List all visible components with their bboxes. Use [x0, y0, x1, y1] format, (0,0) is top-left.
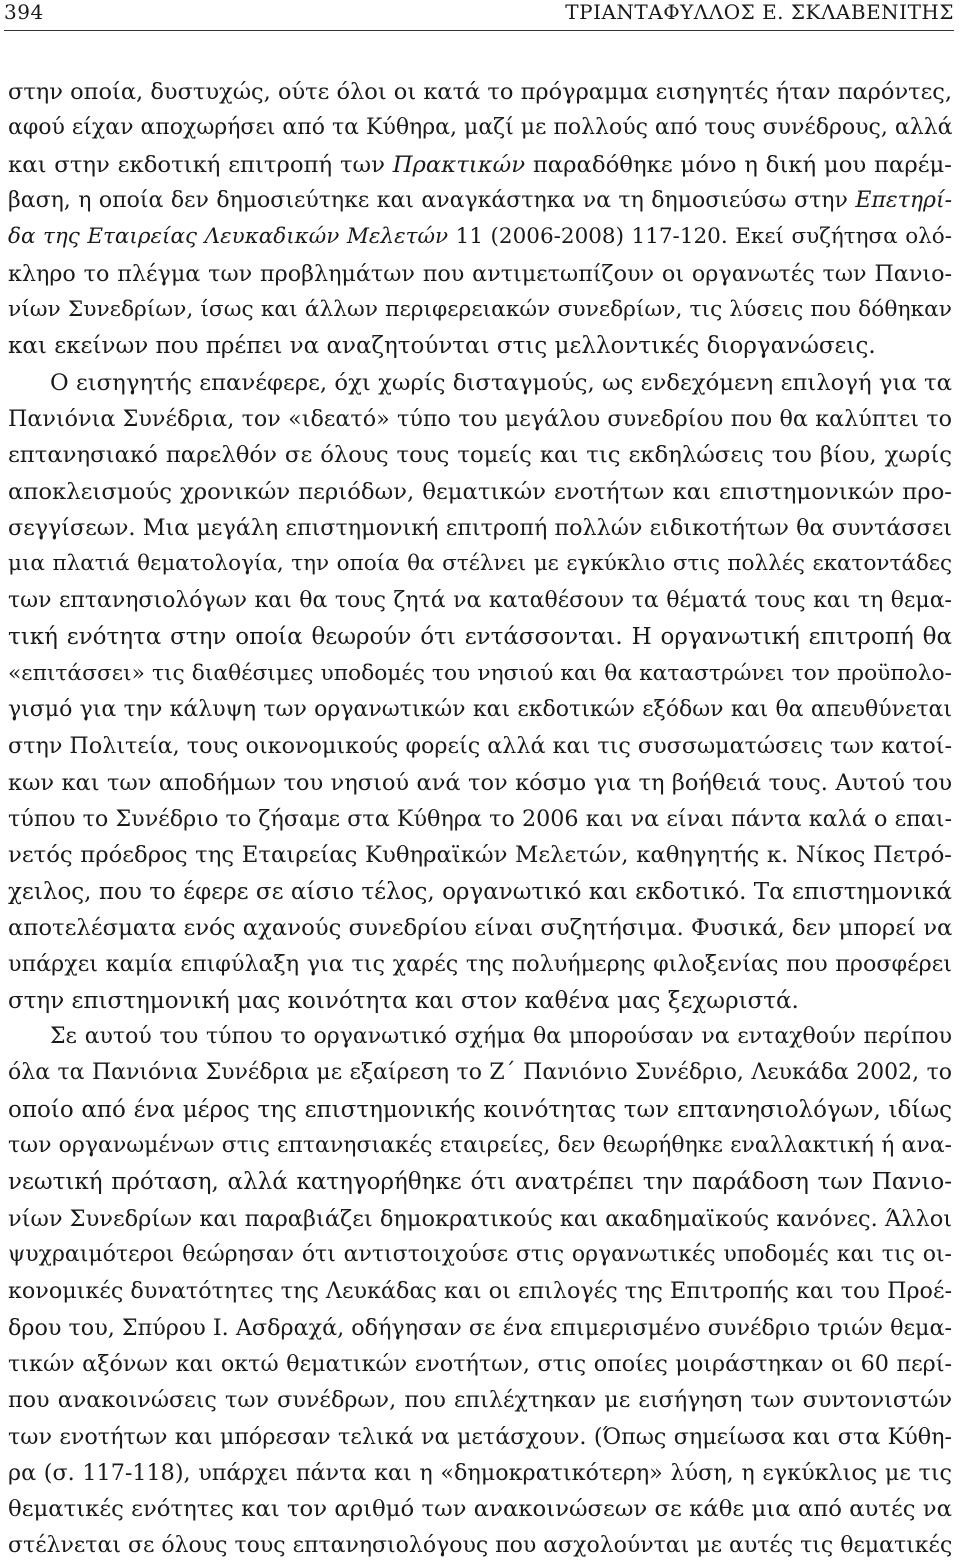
- text-line: νίων Συνεδρίων και παραβιάζει δημοκρατικούς και ακαδημαϊκούς κανόνες. Άλλοι: [8, 1205, 953, 1232]
- body-text: [8, 74, 952, 1564]
- text-line: τικών αξόνων και οκτώ θεματικών ενοτήτων, στις οποίες μοιράστηκαν οι 60 περί-: [8, 1351, 952, 1378]
- text-line: νεωτική πρόταση, αλλά κατηγορήθηκε ότι ανατρέπει την παράδοση των Πανιο-: [8, 1169, 952, 1196]
- text-line: και εκείνων που πρέπει να αναζητούνται στις μελλοντικές διοργανώσεις.: [8, 333, 876, 360]
- page-number: 394: [4, 0, 44, 24]
- text-line: νετός πρόεδρος της Εταιρείας Κυθηραϊκών Μελετών, καθηγητής κ. Νίκος Πετρό-: [8, 842, 952, 869]
- text-line: αφού είχαν αποχωρήσει από τα Κύθηρα, μαζί με πολλούς από τους συνέδρους, αλλά: [8, 115, 953, 141]
- text-line: δρου του, Σπύρου Ι. Ασδραχά, οδήγησαν σε ένα επιμερισμένο συνέδριο τριών θεμα-: [8, 1314, 952, 1341]
- text-line: οποίο από ένα μέρος της επιστημονικής κοινότητας των επτανησιολόγων, ιδίως: [8, 1096, 952, 1123]
- text-line: «επιτάσσει» τις διαθέσιμες υποδομές του νησιού και θα καταστρώνει τον προϋπολο-: [8, 660, 952, 686]
- text-line: αποκλεισμούς χρονικών περιόδων, θεματικών ενοτήτων και επιστημονικών προ-: [8, 478, 952, 505]
- text-line: βαση, η οποία δεν δημοσιεύτηκε και αναγκάστηκα να τη δημοσιεύσω στην Επετηρί-: [8, 188, 952, 214]
- text-line: υπάρχει καμία επιφύλαξη για τις χαρές της πολυήμερης φιλοξενίας που προσφέρει: [8, 951, 952, 978]
- text-line: και στην εκδοτική επιτροπή των Πρακτικών παραδόθηκε μόνο η δική μου παρέμ-: [8, 151, 952, 178]
- text-line: των ενοτήτων και μπόρεσαν τελικά να μετάσχουν. (Όπως σημείωσα και στα Κύθη-: [8, 1423, 952, 1450]
- text-line: μια πλατιά θεματολογία, την οποία θα στέλνει με εγκύκλιο στις πολλές εκατοντάδες: [8, 551, 952, 577]
- text-line: των επτανησιολόγων και θα τους ζητά να καταθέσουν τα θέματά τους και τη θεμα-: [8, 587, 952, 613]
- text-line: γισμό για την κάλυψη των οργανωτικών και εκδοτικών εξόδων και θα απευθύνεται: [8, 696, 952, 722]
- text-line: ψυχραιμότεροι θεώρησαν ότι αντιστοιχούσε στις οργανωτικές υποδομές και τις οι-: [8, 1242, 952, 1267]
- text-line: των οργανωμένων στις επτανησιακές εταιρείες, δεν θεωρήθηκε εναλλακτική ή ανα-: [8, 1132, 952, 1158]
- text-line: νίων Συνεδρίων, ίσως και άλλων περιφερειακών συνεδρίων, τις λύσεις που δόθηκαν: [8, 297, 952, 323]
- text-line: δα της Εταιρείας Λευκαδικών Μελετών 11 (2006-2008) 117-120. Εκεί συζήτησα ολό-: [8, 224, 952, 250]
- text-line: αποτελέσματα ενός αχανούς συνεδρίου είναι συζητήσιμα. Φυσικά, δεν μπορεί να: [8, 914, 953, 941]
- running-head-author: ΤΡΙΑΝΤΑΦΥΛΛΟΣ Ε. ΣΚΛΑΒΕΝΙΤΗΣ: [565, 0, 954, 24]
- text-line: σεγγίσεων. Μια μεγάλη επιστημονική επιτροπή πολλών ειδικοτήτων θα συντάσσει: [8, 515, 952, 542]
- italic-title-society: δα της Εταιρείας Λευκαδικών Μελετών: [8, 224, 449, 250]
- paragraph-start: Σε αυτού του τύπου το οργανωτικό σχήμα θα μπορούσαν να ενταχθούν περίπου: [50, 1023, 952, 1049]
- italic-title-epetirida: Επετηρί-: [855, 188, 952, 214]
- text-line: στέλνεται σε όλους τους επτανησιολόγους που ασχολούνται με αυτές τις θεματικές: [8, 1532, 953, 1558]
- text-line: τική ενότητα στην οποία θεωρούν ότι εντάσσονται. Η οργανωτική επιτροπή θα: [8, 624, 952, 651]
- text-line: Πανιόνια Συνέδρια, τον «ιδεατό» τύπο του μεγάλου συνεδρίου που θα καλύπτει το: [8, 406, 952, 433]
- text-line: τύπου το Συνέδριο το ζήσαμε στα Κύθηρα το 2006 και να είναι πάντα καλά ο επαι-: [8, 805, 952, 832]
- text-line: όλα τα Πανιόνια Συνέδρια με εξαίρεση το Ζ΄ Πανιόνιο Συνέδριο, Λευκάδα 2002, το: [8, 1060, 952, 1086]
- text-line: κων και των αποδήμων του νησιού ανά τον κόσμο για τη βοήθειά τους. Αυτού του: [8, 769, 952, 796]
- text-line: θεματικές ενότητες και τον αριθμό των ανακοινώσεων σε κάθε μια από αυτές να: [8, 1496, 952, 1523]
- text-line: ρα (σ. 117-118), υπάρχει πάντα και η «δημοκρατικότερη» λύση, η εγκύκλιος με τις: [8, 1460, 952, 1487]
- text-line: κονομικές δυνατότητες της Λευκάδας και οι επιλογές της Επιτροπής και του Προέ-: [8, 1278, 952, 1305]
- text-line: χειλος, που το έφερε σε αίσιο τέλος, οργανωτικό και εκδοτικό. Τα επιστημονικά: [8, 878, 952, 905]
- text-line: κληρο το πλέγμα των προβλημάτων που αντιμετωπίζουν οι οργανωτές των Πανιο-: [8, 260, 952, 287]
- text-line: στην Πολιτεία, τους οικονομικούς φορείς αλλά και τις συσσωματώσεις των κατοί-: [8, 733, 952, 760]
- running-header: [4, 0, 954, 31]
- text-line: στην οποία, δυστυχώς, ούτε όλοι οι κατά το πρόγραμμα εισηγητές ήταν παρόντες,: [8, 79, 952, 105]
- italic-title-praktika: Πρακτικών: [392, 151, 526, 178]
- text-line: που ανακοινώσεις των συνέδρων, που επιλέχτηκαν με εισήγηση των συντονιστών: [8, 1387, 952, 1414]
- text-line: στην επιστημονική μας κοινότητα και στον καθένα μας ξεχωριστά.: [8, 987, 799, 1014]
- paragraph-start: Ο εισηγητής επανέφερε, όχι χωρίς δισταγμούς, ως ενδεχόμενη επιλογή για τα: [50, 369, 952, 396]
- text-line: επτανησιακό παρελθόν σε όλους τους τομείς και τις εκδηλώσεις του βίου, χωρίς: [8, 442, 952, 469]
